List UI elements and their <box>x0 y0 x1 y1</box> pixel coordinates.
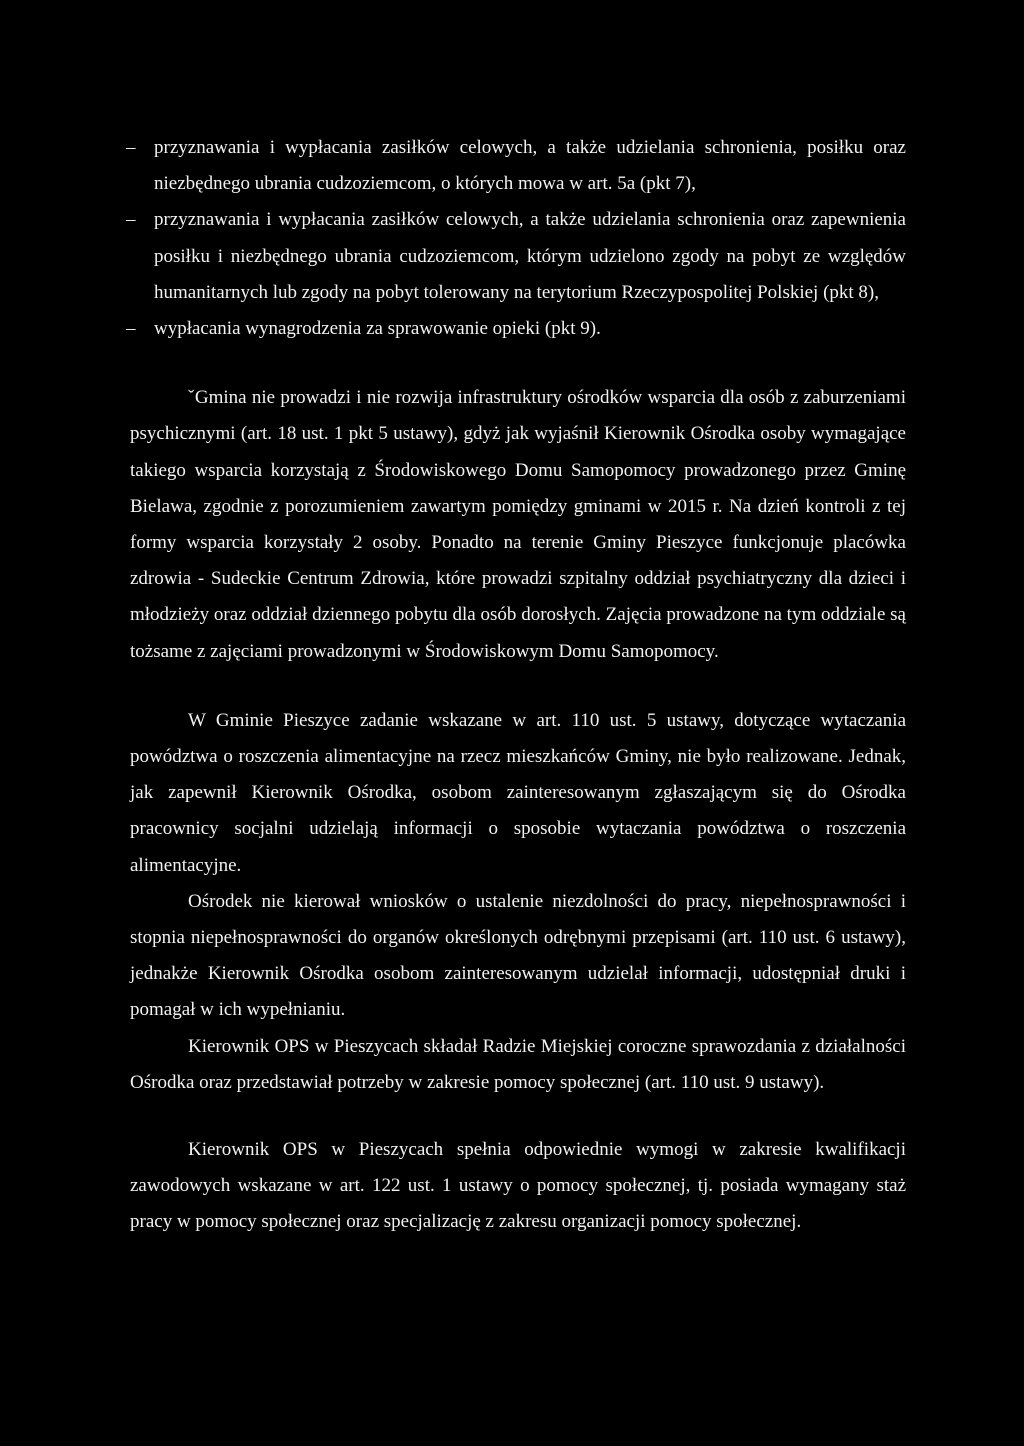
list-item <box>126 311 906 347</box>
list-item-text: przyznawania i wypłacania zasiłków celowych, a także udzielania schronienia, posiłku oraz niezbędnego ubrania cudzoziemcom, o których mowa w art. 5a (pkt 7), <box>154 137 906 195</box>
paragraph-infrastructure: ˇGmina nie prowadzi i nie rozwija infrastruktury ośrodków wsparcia dla osób z zaburzeniami psychicznymi (art. 18 ust. 1 pkt 5 ustawy), gdyż jak wyjaśnił Kierownik Ośrodka osoby wymagające takiego wsparcia korzystają z Środowiskowego Domu Samopomocy prowadzonego przez Gminę Bielawa, zgodnie z porozumieniem zawartym pomiędzy gminami w 2015 r. Na dzień kontroli z tej formy wsparcia korzystały 2 osoby. Ponadto na terenie Gminy Pieszyce funkcjonuje placówka zdrowia - Sudeckie Centrum Zdrowia, które prowadzi szpitalny oddział psychiatryczny dla dzieci i młodzieży oraz oddział dziennego pobytu dla osób dorosłych. Zajęcia prowadzone na tym oddziale są tożsame z zajęciami prowadzonymi w Środowiskowym Domu Samopomocy. <box>130 387 906 662</box>
dash-bullet: – <box>126 209 136 231</box>
spacer <box>130 1101 906 1132</box>
list-item <box>126 202 906 311</box>
list-item <box>126 130 906 202</box>
dash-bullet: – <box>126 318 136 340</box>
list-item-text: przyznawania i wypłacania zasiłków celowych, a także udzielania schronienia oraz zapewnienia posiłku i niezbędnego ubrania cudzoziemcom, którym udzielono zgody na pobyt ze względów humanitarnych lub zgody na pobyt tolerowany na terytorium Rzeczypospolitej Polskiej (pkt 8), <box>154 209 906 303</box>
paragraph-disability-requests: Ośrodek nie kierował wniosków o ustalenie niezdolności do pracy, niepełnosprawności i stopnia niepełnosprawności do organów określonych odrębnymi przepisami (art. 110 ust. 6 ustawy), jednakże Kierownik Ośrodka osobom zainteresowanym udzielał informacji, udostępniał druki i pomagał w ich wypełnianiu. <box>130 890 906 1021</box>
dash-bullet: – <box>126 137 136 158</box>
paragraph-qualifications: Kierownik OPS w Pieszycach spełnia odpowiednie wymogi w zakresie kwalifikacji zawodowych wskazane w art. 122 ust. 1 ustawy o pomocy społecznej, tj. posiada wymagany staż pracy w pomocy społecznej oraz specjalizację z zakresu organizacji pomocy społecznej. <box>130 1139 906 1233</box>
spacer <box>130 670 906 703</box>
document-page <box>126 130 906 1241</box>
paragraph-alimony-claims: W Gminie Pieszyce zadanie wskazane w art. 110 ust. 5 ustawy, dotyczące wytaczania powództwa o roszczenia alimentacyjne na rzecz mieszkańców Gminy, nie było realizowane. Jednak, jak zapewnił Kierownik Ośrodka, osobom zainteresowanym zgłaszającym się do Ośrodka pracownicy socjalni udzielają informacji o sposobie wytaczania powództwa o roszczenia alimentacyjne. <box>130 709 906 876</box>
list-item-text: wypłacania wynagrodzenia za sprawowanie opieki (pkt 9). <box>154 318 601 340</box>
paragraph-annual-reports: Kierownik OPS w Pieszycach składał Radzie Miejskiej coroczne sprawozdania z działalności Ośrodka oraz przedstawiał potrzeby w zakresie pomocy społecznej (art. 110 ust. 9 ustawy). <box>130 1035 906 1093</box>
task-list <box>126 130 906 347</box>
spacer <box>130 347 906 380</box>
